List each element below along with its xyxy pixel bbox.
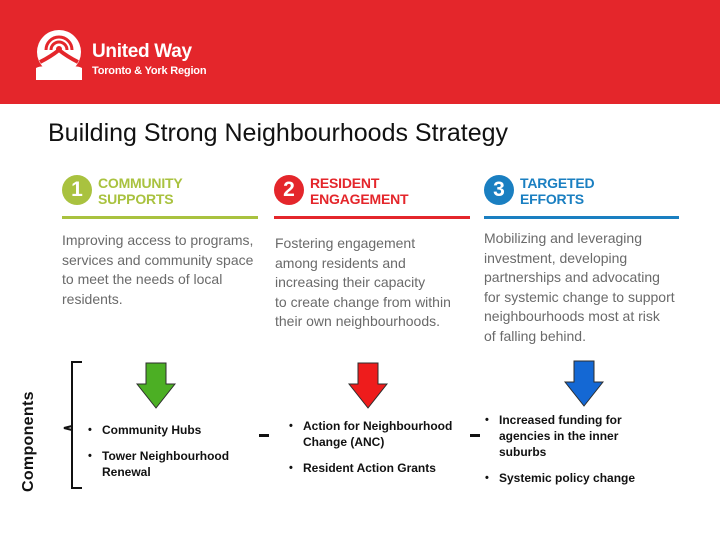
pillar-targeted-efforts <box>484 172 679 216</box>
description-line: for systemic change to support <box>484 288 675 305</box>
pillar-divider <box>62 216 258 219</box>
list-item: • Community Hubs <box>88 422 258 438</box>
united-way-logo-icon <box>34 28 84 80</box>
list-item: • Resident Action Grants <box>289 460 459 476</box>
pillar-name-line1: TARGETED <box>520 175 595 191</box>
description-line: among residents and <box>275 254 406 271</box>
pillar-description <box>62 231 253 309</box>
separator-mark <box>470 434 480 437</box>
pillar-name-line1: RESIDENT <box>310 175 380 191</box>
description-line: services and community space <box>62 251 254 268</box>
description-line: Improving access to programs, <box>62 232 254 248</box>
list-item: • Increased funding for agencies in the inner suburbs <box>485 412 655 460</box>
description-line: to create change from within <box>275 293 451 310</box>
description-line: increasing their capacity <box>275 274 426 290</box>
pillar-name <box>520 175 594 207</box>
pillar-name <box>98 175 183 207</box>
components-side-label: Components <box>20 391 37 492</box>
components-list-targeted-efforts <box>485 412 655 496</box>
pillar-name-line2: EFFORTS <box>520 191 584 207</box>
description-line: their own neighbourhoods. <box>275 313 441 329</box>
list-item: • Action for Neighbourhood Change (ANC) <box>289 418 459 450</box>
left-bracket <box>62 360 84 496</box>
down-arrow-icon <box>564 360 604 408</box>
down-arrow-icon <box>136 362 176 410</box>
down-arrow-icon <box>348 362 388 410</box>
description-line: Fostering engagement <box>275 235 416 251</box>
logo-name: United Way <box>92 41 192 62</box>
pillar-community-supports <box>62 172 258 216</box>
description-line: Mobilizing and leveraging <box>484 230 642 246</box>
header-banner <box>0 0 720 104</box>
page-title: Building Strong Neighbourhoods Strategy <box>48 119 509 147</box>
description-line: residents. <box>62 290 123 307</box>
components-list-resident-engagement <box>289 418 459 486</box>
pillar-divider <box>274 216 470 219</box>
list-item: • Tower Neighbourhood Renewal <box>88 448 258 480</box>
pillar-description <box>484 229 675 346</box>
logo-region: Toronto & York Region <box>92 65 207 77</box>
description-line: to meet the needs of local <box>62 271 223 287</box>
pillar-name <box>310 175 408 207</box>
description-line: investment, developing <box>484 249 628 266</box>
pillar-number-badge: 3 <box>484 175 514 205</box>
list-item: • Systemic policy change <box>485 470 655 486</box>
pillar-divider <box>484 216 679 219</box>
pillar-description <box>275 234 451 332</box>
pillar-name-line2: ENGAGEMENT <box>310 191 409 207</box>
description-line: partnerships and advocating <box>484 269 660 285</box>
components-list-community-supports <box>88 422 258 490</box>
pillar-name-line2: SUPPORTS <box>98 191 174 207</box>
pillar-resident-engagement <box>274 172 470 216</box>
pillar-number-badge: 1 <box>62 175 92 205</box>
pillar-number-badge: 2 <box>274 175 304 205</box>
separator-mark <box>259 434 269 437</box>
pillar-name-line1: COMMUNITY <box>98 175 183 191</box>
description-line: of falling behind. <box>484 327 586 344</box>
description-line: neighbourhoods most at risk <box>484 308 660 324</box>
